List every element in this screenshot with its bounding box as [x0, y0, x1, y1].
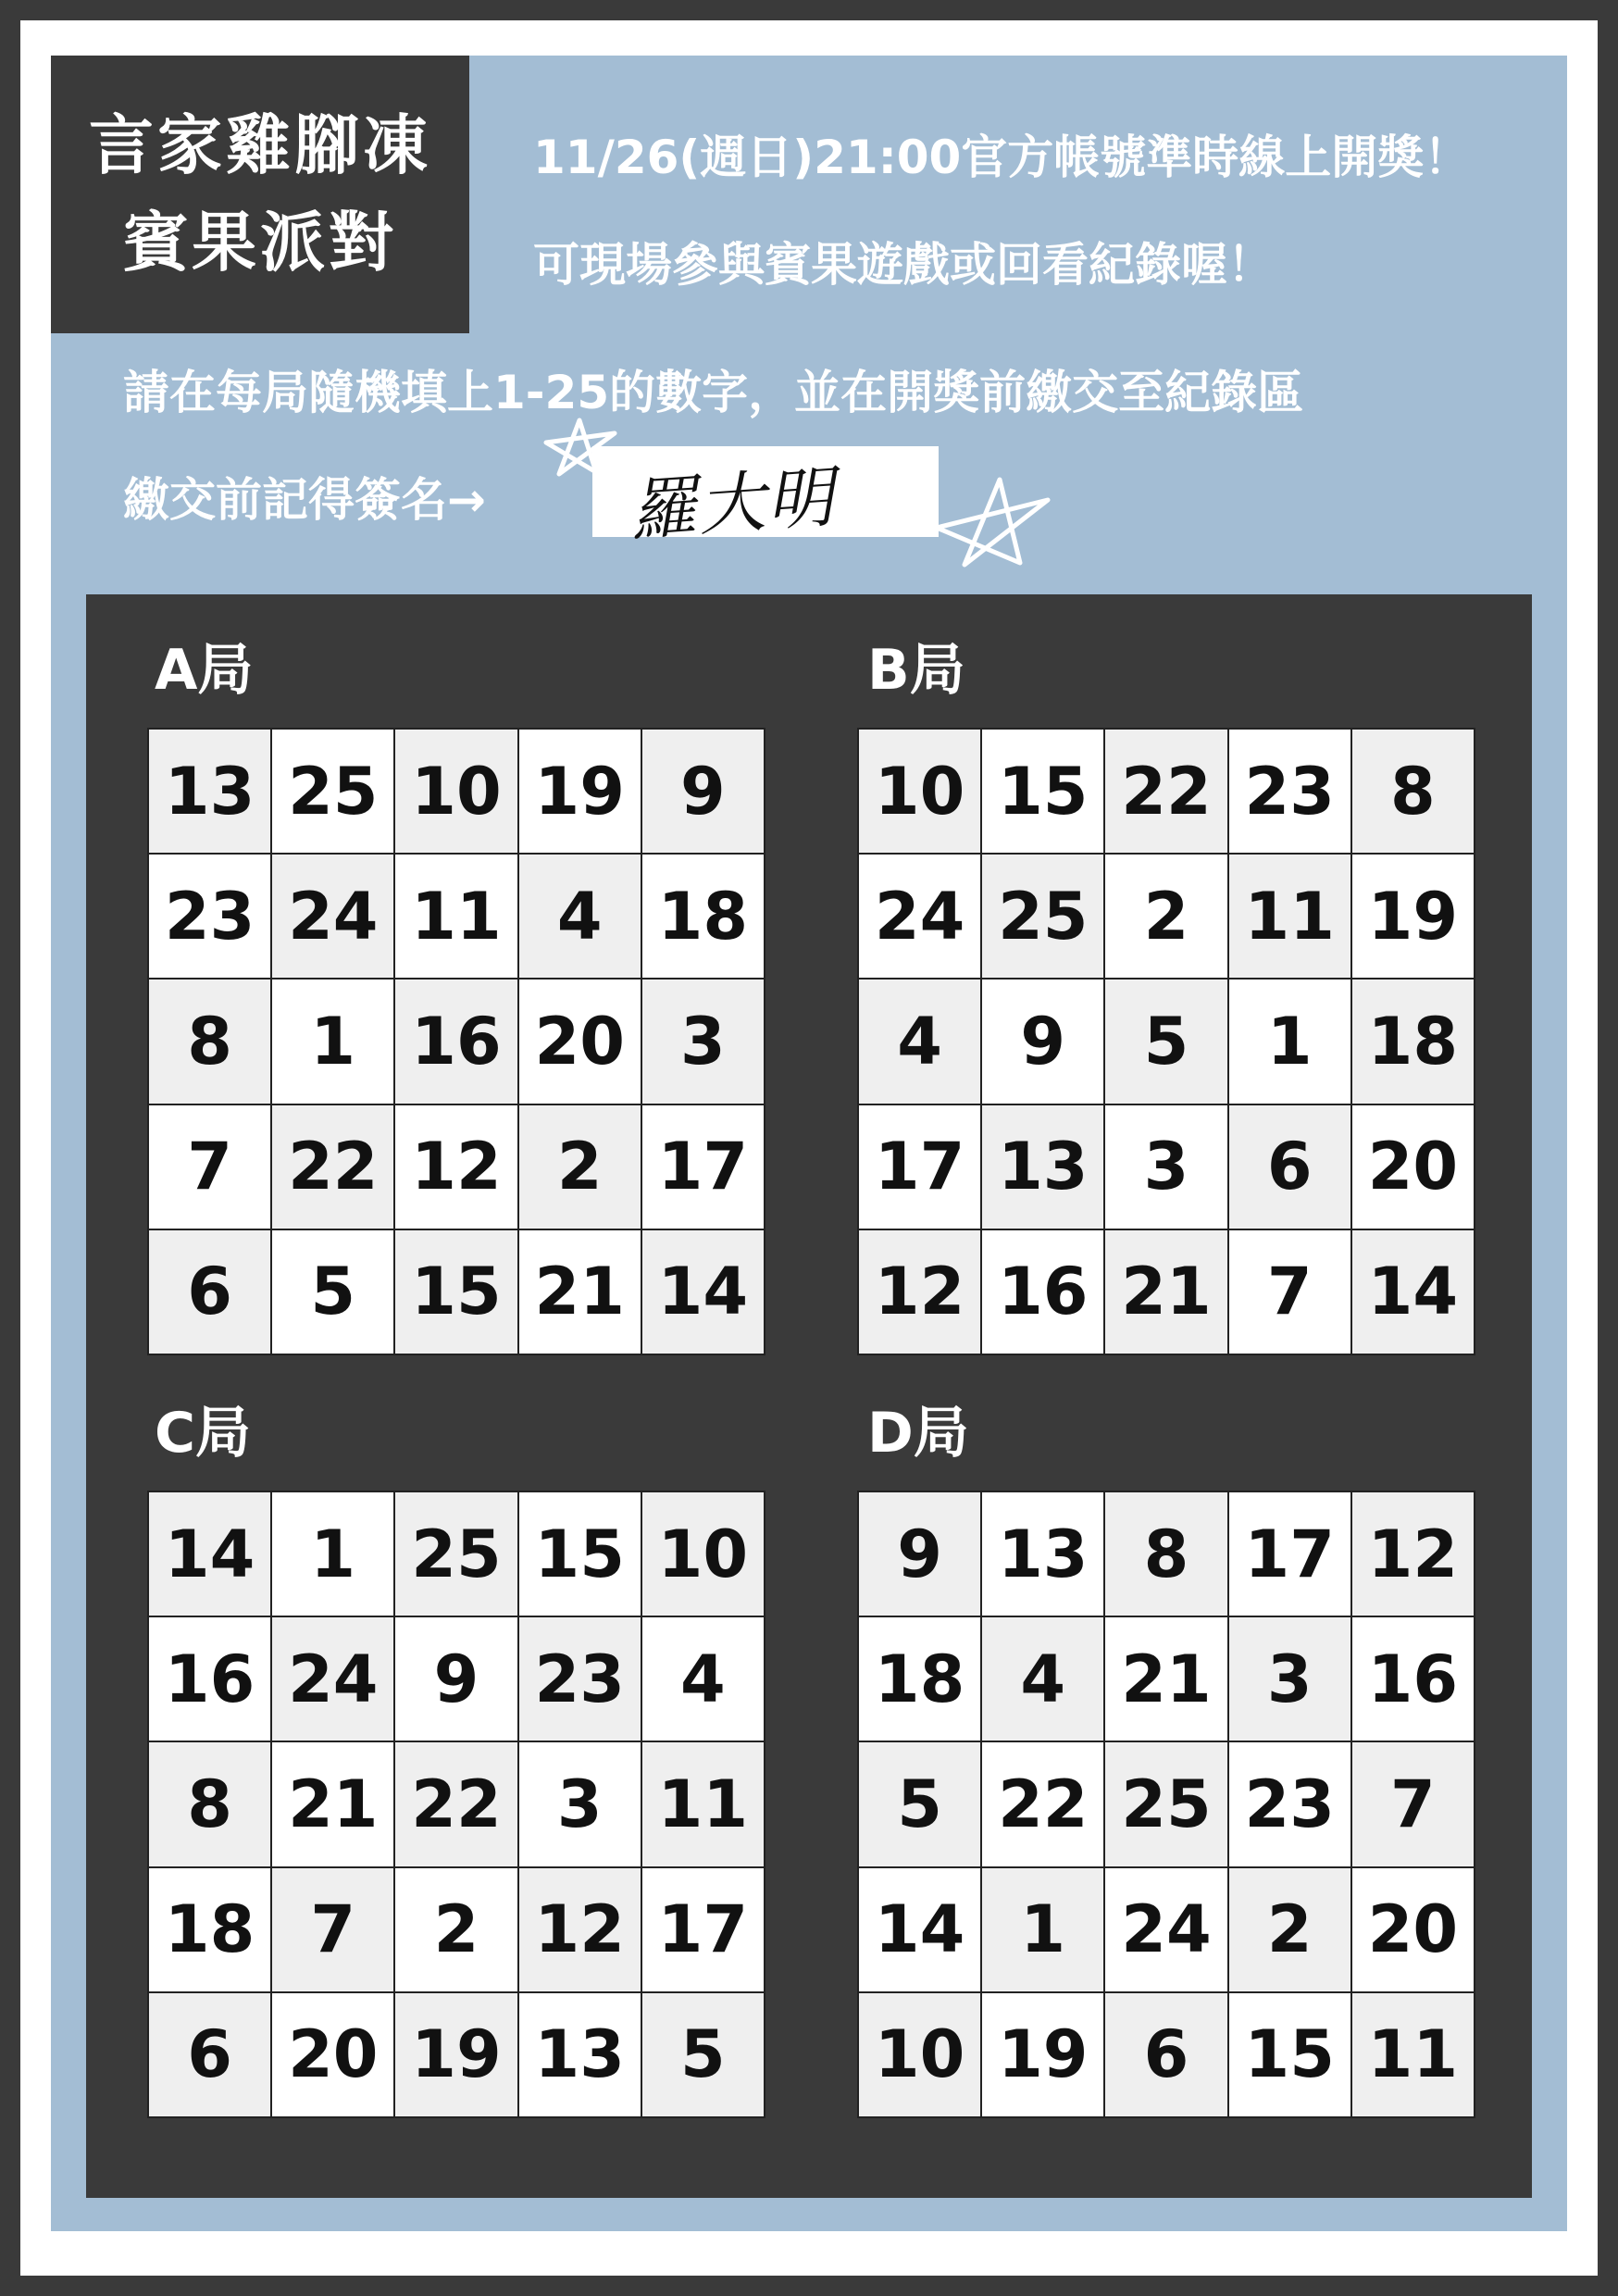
bingo-cell[interactable]: 13: [982, 1105, 1103, 1229]
bingo-cell[interactable]: 12: [519, 1868, 641, 1991]
bingo-cell[interactable]: 1: [272, 1492, 393, 1616]
bingo-cell[interactable]: 3: [519, 1742, 641, 1866]
bingo-cell[interactable]: 7: [149, 1105, 270, 1229]
bingo-cell[interactable]: 12: [1352, 1492, 1474, 1616]
instruction-line-2: 繳交前記得簽名→: [123, 473, 486, 527]
bingo-grid-b: [857, 728, 1475, 1355]
bingo-cell[interactable]: 14: [642, 1230, 764, 1354]
bingo-cell[interactable]: 10: [859, 730, 980, 853]
bingo-cell[interactable]: 25: [272, 730, 393, 853]
bingo-cell[interactable]: 3: [642, 980, 764, 1103]
bingo-cell[interactable]: 20: [1352, 1105, 1474, 1229]
bingo-cell[interactable]: 9: [395, 1617, 517, 1741]
title-line-1: 言家雞腳凍: [89, 107, 431, 183]
bingo-cell[interactable]: 7: [1352, 1742, 1474, 1866]
bingo-cell[interactable]: 19: [519, 730, 641, 853]
bingo-cell[interactable]: 20: [1352, 1868, 1474, 1991]
bingo-cell[interactable]: 5: [272, 1230, 393, 1354]
round-label-d: D局: [867, 1401, 969, 1466]
round-label-a: A局: [155, 638, 254, 703]
bingo-cell[interactable]: 14: [859, 1868, 980, 1991]
bingo-cell[interactable]: 19: [395, 1993, 517, 2116]
bingo-cell[interactable]: 16: [149, 1617, 270, 1741]
bingo-cell[interactable]: 1: [982, 1868, 1103, 1991]
bingo-cell[interactable]: 16: [982, 1230, 1103, 1354]
bingo-cell[interactable]: 17: [859, 1105, 980, 1229]
signature-box: [592, 446, 939, 550]
star-doodle-icon: [927, 472, 1057, 574]
bingo-cell[interactable]: 10: [859, 1993, 980, 2116]
signature: 羅大明: [627, 457, 839, 550]
bingo-cell[interactable]: 22: [272, 1105, 393, 1229]
announcement-line-2: 可現場參與賓果遊戲或回看紀錄喔！: [533, 238, 1274, 292]
bingo-cell[interactable]: 6: [149, 1230, 270, 1354]
bingo-cell[interactable]: 15: [1229, 1993, 1350, 2116]
bingo-cell[interactable]: 7: [1229, 1230, 1350, 1354]
bingo-cell[interactable]: 5: [1105, 980, 1226, 1103]
bingo-cell[interactable]: 17: [642, 1105, 764, 1229]
bingo-cell[interactable]: 2: [1229, 1868, 1350, 1991]
bingo-cell[interactable]: 22: [1105, 730, 1226, 853]
bingo-cell[interactable]: 10: [642, 1492, 764, 1616]
bingo-cell[interactable]: 2: [395, 1868, 517, 1991]
bingo-cell[interactable]: 10: [395, 730, 517, 853]
bingo-cell[interactable]: 17: [1229, 1492, 1350, 1616]
bingo-cell[interactable]: 21: [519, 1230, 641, 1354]
bingo-cell[interactable]: 18: [149, 1868, 270, 1991]
bingo-cell[interactable]: 18: [859, 1617, 980, 1741]
bingo-cell[interactable]: 21: [272, 1742, 393, 1866]
bingo-cell[interactable]: 23: [1229, 1742, 1350, 1866]
bingo-cell[interactable]: 24: [859, 855, 980, 978]
title-box: [51, 56, 469, 333]
bingo-cell[interactable]: 8: [1352, 730, 1474, 853]
bingo-cell[interactable]: 8: [149, 980, 270, 1103]
bingo-cell[interactable]: 4: [642, 1617, 764, 1741]
bingo-cell[interactable]: 18: [642, 855, 764, 978]
bingo-cell[interactable]: 24: [1105, 1868, 1226, 1991]
bingo-cell[interactable]: 25: [1105, 1742, 1226, 1866]
bingo-cell[interactable]: 17: [642, 1868, 764, 1991]
bingo-cell[interactable]: 14: [1352, 1230, 1474, 1354]
instruction-line-1: 請在每局隨機填上1-25的數字，並在開獎前繳交至紀錄區: [123, 366, 1304, 419]
bingo-grid-a: [147, 728, 765, 1355]
bingo-cell[interactable]: 23: [519, 1617, 641, 1741]
bingo-cell[interactable]: 19: [982, 1993, 1103, 2116]
bingo-cell[interactable]: 22: [982, 1742, 1103, 1866]
bingo-cell[interactable]: 13: [149, 730, 270, 853]
bingo-cell[interactable]: 5: [859, 1742, 980, 1866]
bingo-cell[interactable]: 13: [519, 1993, 641, 2116]
bingo-cell[interactable]: 3: [1229, 1617, 1350, 1741]
bingo-cell[interactable]: 25: [982, 855, 1103, 978]
bingo-cell[interactable]: 23: [1229, 730, 1350, 853]
bingo-cell[interactable]: 25: [395, 1492, 517, 1616]
bingo-cell[interactable]: 1: [272, 980, 393, 1103]
bingo-cell[interactable]: 5: [642, 1993, 764, 2116]
bingo-cell[interactable]: 9: [642, 730, 764, 853]
bingo-cell[interactable]: 8: [1105, 1492, 1226, 1616]
announcement-line-1: 11/26(週日)21:00官方帳號準時線上開獎！: [533, 131, 1471, 184]
bingo-cell[interactable]: 12: [395, 1105, 517, 1229]
bingo-cell[interactable]: 14: [149, 1492, 270, 1616]
bingo-cell[interactable]: 1: [1229, 980, 1350, 1103]
bingo-cell[interactable]: 23: [149, 855, 270, 978]
round-label-c: C局: [155, 1401, 252, 1466]
bingo-cell[interactable]: 8: [149, 1742, 270, 1866]
bingo-cell[interactable]: 9: [982, 980, 1103, 1103]
round-label-b: B局: [867, 638, 965, 703]
bingo-cell[interactable]: 6: [1229, 1105, 1350, 1229]
bingo-cell[interactable]: 21: [1105, 1617, 1226, 1741]
bingo-cell[interactable]: 2: [519, 1105, 641, 1229]
bingo-cell[interactable]: 15: [982, 730, 1103, 853]
bingo-cell[interactable]: 2: [1105, 855, 1226, 978]
bingo-grid-c: [147, 1491, 765, 2118]
bingo-cell[interactable]: 11: [1352, 1993, 1474, 2116]
bingo-cell[interactable]: 22: [395, 1742, 517, 1866]
bingo-grid-d: [857, 1491, 1475, 2118]
bingo-cell[interactable]: 18: [1352, 980, 1474, 1103]
bingo-cell[interactable]: 11: [395, 855, 517, 978]
bingo-cell[interactable]: 21: [1105, 1230, 1226, 1354]
bingo-cell[interactable]: 7: [272, 1868, 393, 1991]
bingo-cell[interactable]: 15: [395, 1230, 517, 1354]
title-line-2: 賓果派對: [123, 205, 397, 281]
bingo-cell[interactable]: 11: [642, 1742, 764, 1866]
bingo-cell[interactable]: 4: [519, 855, 641, 978]
bingo-cell[interactable]: 24: [272, 1617, 393, 1741]
bingo-cell[interactable]: 24: [272, 855, 393, 978]
bingo-cell[interactable]: 16: [395, 980, 517, 1103]
bingo-cell[interactable]: 19: [1352, 855, 1474, 978]
bingo-cell[interactable]: 20: [272, 1993, 393, 2116]
bingo-cell[interactable]: 12: [859, 1230, 980, 1354]
bingo-cell[interactable]: 11: [1229, 855, 1350, 978]
bingo-cell[interactable]: 9: [859, 1492, 980, 1616]
bingo-cell[interactable]: 6: [1105, 1993, 1226, 2116]
star-doodle-icon: [539, 417, 622, 481]
bingo-cell[interactable]: 6: [149, 1993, 270, 2116]
bingo-cell[interactable]: 13: [982, 1492, 1103, 1616]
bingo-cell[interactable]: 20: [519, 980, 641, 1103]
bingo-cell[interactable]: 4: [859, 980, 980, 1103]
bingo-cell[interactable]: 15: [519, 1492, 641, 1616]
bingo-cell[interactable]: 16: [1352, 1617, 1474, 1741]
bingo-cell[interactable]: 4: [982, 1617, 1103, 1741]
bingo-cell[interactable]: 3: [1105, 1105, 1226, 1229]
